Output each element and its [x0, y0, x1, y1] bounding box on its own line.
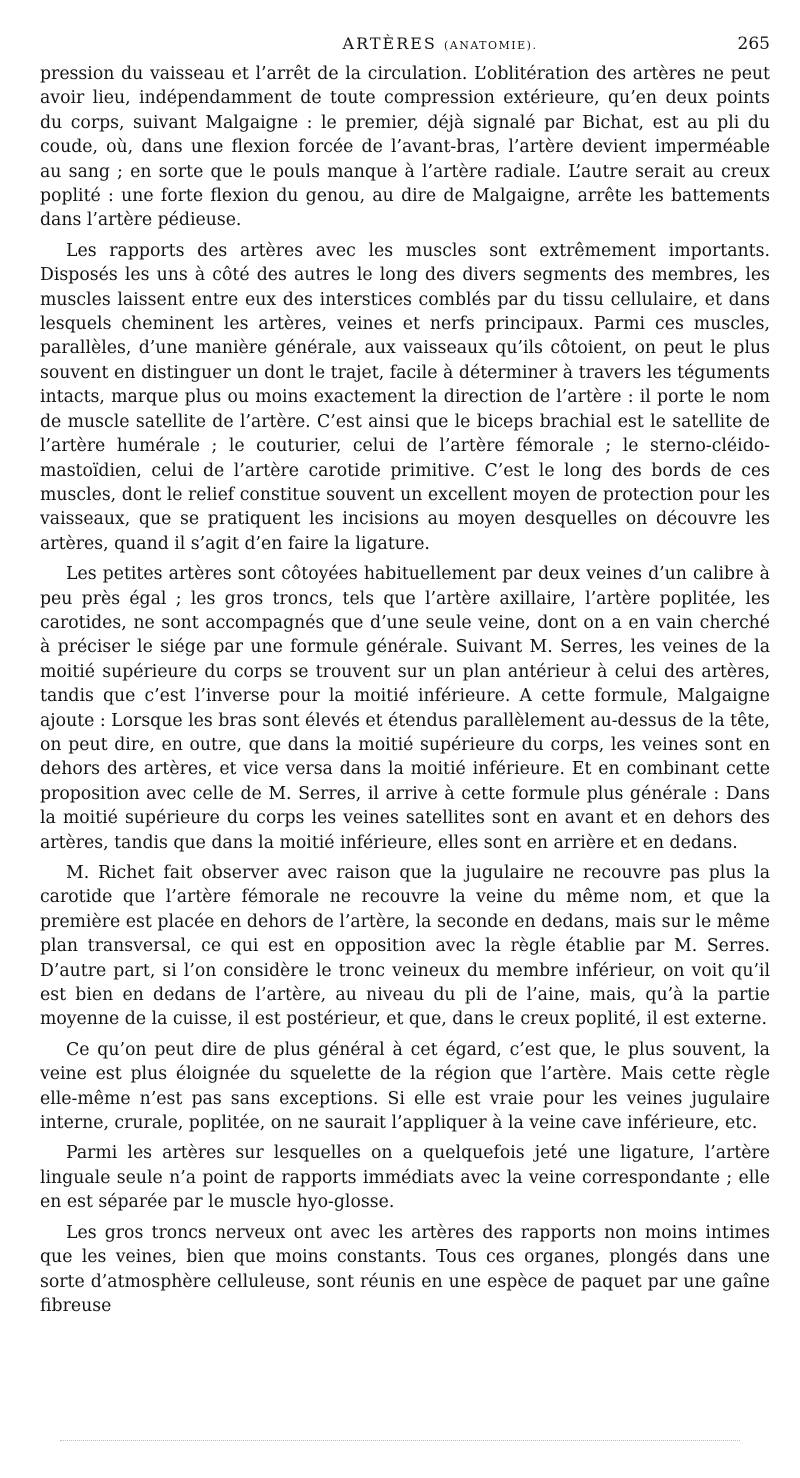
- footer-rule: [60, 1440, 740, 1443]
- body-text: [40, 62, 770, 1318]
- paragraph-1: pression du vaisseau et l’arrêt de la circulation. L’oblitération des artères ne peut avoir lieu, indépendamment de toute compression extérieure, qu’en deux points du corps, suivant Malgaigne : le premier, déjà signalé par Bichat, est au pli du coude, où, dans une flexion forcée de l’avant-bras, l’artère devient imperméable au sang ; en sorte que le pouls manque à l’artère radiale. L’autre serait au creux poplité : une forte flexion du genou, au dire de Malgaigne, arrête les battements dans l’artère pédieuse.: [40, 64, 770, 231]
- paragraph-6: Parmi les artères sur lesquelles on a quelquefois jeté une ligature, l’artère linguale seule n’a point de rapports immédiats avec la veine correspondante ; elle en est séparée par le muscle hyo-glosse.: [40, 1143, 770, 1213]
- running-head-title: ARTÈRES: [342, 34, 437, 53]
- running-head-subtitle: (ANATOMIE).: [443, 39, 538, 52]
- page-number: 265: [737, 34, 770, 54]
- paragraph-3: Les petites artères sont côtoyées habituellement par deux veines d’un calibre à peu près égal ; les gros troncs, tels que l’artère axillaire, l’artère poplitée, les carotides, ne sont accompagnés que d’une seule veine, dont on a en vain cherché à préciser le siége par une formule générale. Suivant M. Serres, les veines de la moitié supérieure du corps se trouvent sur un plan antérieur à celui des artères, tandis que c’est l’inverse pour la moitié inférieure. A cette formule, Malgaigne ajoute : Lorsque les bras sont élevés et étendus parallèlement au-dessus de la tête, on peut dire, en outre, que dans la moitié supérieure du corps, les veines sont en dehors des artères, et vice versa dans la moitié inférieure. Et en combinant cette proposition avec celle de M. Serres, il arrive à cette formule plus générale : Dans la moitié supérieure du corps les veines satellites sont en avant et en dehors des artères, tandis que dans la moitié inférieure, elles sont en arrière et en dedans.: [40, 564, 770, 853]
- paragraph-5: Ce qu’on peut dire de plus général à cet égard, c’est que, le plus souvent, la veine est plus éloignée du squelette de la région que l’artère. Mais cette règle elle-même n’est pas sans exceptions. Si elle est vraie pour les veines jugulaire interne, crurale, poplitée, on ne saurait l’appliquer à la veine cave inférieure, etc.: [40, 1039, 770, 1134]
- page-header: [40, 28, 770, 54]
- running-head: [40, 34, 770, 53]
- paragraph-4: M. Richet fait observer avec raison que la jugulaire ne recouvre pas plus la carotide que l’artère fémorale ne recouvre la veine du même nom, et que la première est placée en dehors de l’artère, la seconde en dedans, mais sur le même plan transversal, ce qui est en opposition avec la règle établie par M. Serres. D’autre part, si l’on considère le tronc veineux du membre inférieur, on voit qu’il est bien en dedans de l’artère, au niveau du pli de l’aine, mais, qu’à la partie moyenne de la cuisse, il est postérieur, et que, dans le creux poplité, il est externe.: [40, 863, 770, 1030]
- paragraph-2: Les rapports des artères avec les muscles sont extrêmement importants. Disposés les uns à côté des autres le long des divers segments des membres, les muscles laissent entre eux des interstices comblés par du tissu cellulaire, et dans lesquels cheminent les artères, veines et nerfs principaux. Parmi ces muscles, parallèles, d’une manière générale, aux vaisseaux qu’ils côtoient, on peut le plus souvent en distinguer un dont le trajet, facile à déterminer à travers les téguments intacts, marque plus ou moins exactement la direction de l’artère : il porte le nom de muscle satellite de l’artère. C’est ainsi que le biceps brachial est le satellite de l’artère humérale ; le couturier, celui de l’artère fémorale ; le sterno-cléido-mastoïdien, celui de l’artère carotide primitive. C’est le long des bords de ces muscles, dont le relief constitue souvent un excellent moyen de protection pour les vaisseaux, que se pratiquent les incisions au moyen desquelles on découvre les artères, quand il s’agit d’en faire la ligature.: [40, 240, 770, 554]
- paragraph-7: Les gros troncs nerveux ont avec les artères des rapports non moins intimes que les veines, bien que moins constants. Tous ces organes, plongés dans une sorte d’atmosphère celluleuse, sont réunis en une espèce de paquet par une gaîne fibreuse: [40, 1222, 770, 1316]
- book-page: [40, 28, 770, 1324]
